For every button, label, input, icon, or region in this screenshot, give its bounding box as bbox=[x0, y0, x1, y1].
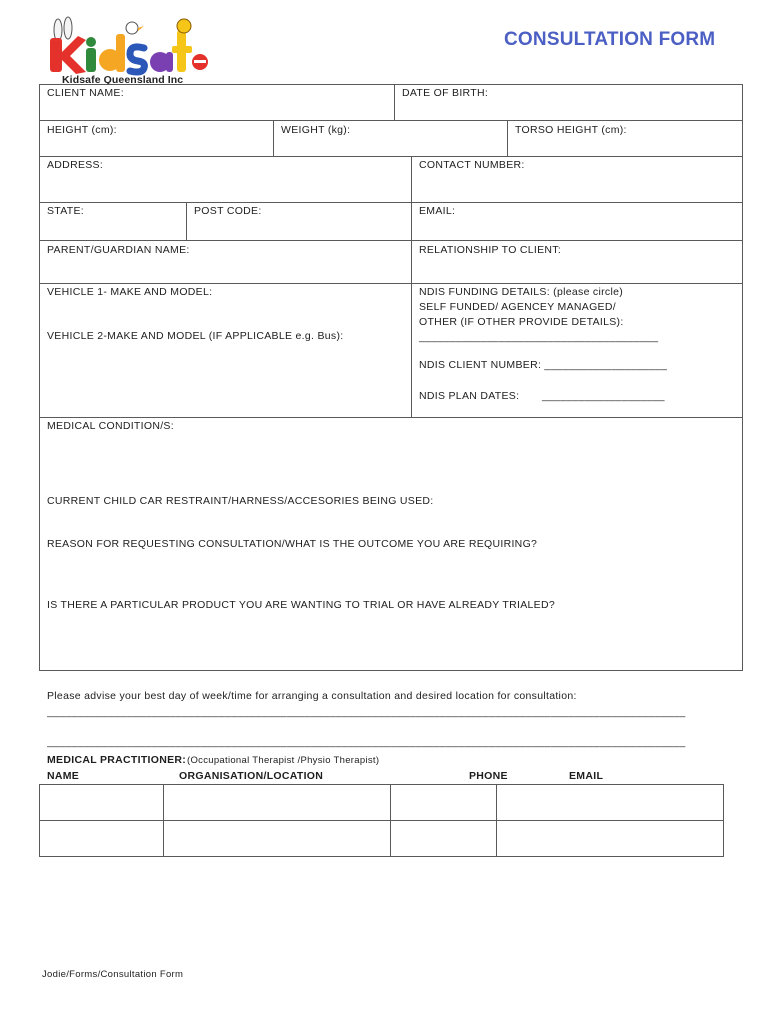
contact-number-field[interactable]: CONTACT NUMBER: bbox=[419, 159, 525, 171]
footer-path: Jodie/Forms/Consultation Form bbox=[42, 969, 184, 980]
page-title: CONSULTATION FORM bbox=[504, 29, 716, 50]
ndis-client-number-field[interactable]: NDIS CLIENT NUMBER: ____________________ bbox=[419, 359, 668, 371]
state-field[interactable]: STATE: bbox=[47, 205, 84, 217]
date-of-birth-field[interactable]: DATE OF BIRTH: bbox=[402, 87, 489, 99]
availability-line-2[interactable]: ________________________________________________________________________________________________________ bbox=[47, 736, 686, 748]
ndis-plan-dates-line[interactable]: ____________________ bbox=[542, 390, 665, 402]
availability-line-1[interactable]: ________________________________________________________________________________________________________ bbox=[47, 706, 686, 718]
current-restraint-field[interactable]: CURRENT CHILD CAR RESTRAINT/HARNESS/ACCESORIES BEING USED: bbox=[47, 495, 434, 507]
client-name-field[interactable]: CLIENT NAME: bbox=[47, 87, 124, 99]
weight-field[interactable]: WEIGHT (kg): bbox=[281, 124, 351, 136]
relationship-field[interactable]: RELATIONSHIP TO CLIENT: bbox=[419, 244, 562, 256]
ndis-plan-dates-label: NDIS PLAN DATES: bbox=[419, 390, 520, 402]
height-field[interactable]: HEIGHT (cm): bbox=[47, 124, 117, 136]
ndis-funding-details-line[interactable]: _______________________________________ bbox=[419, 331, 659, 343]
practitioner-row-2-name[interactable] bbox=[44, 826, 159, 852]
practitioner-note: (Occupational Therapist /Physio Therapist) bbox=[187, 755, 380, 766]
product-trial-field[interactable]: IS THERE A PARTICULAR PRODUCT YOU ARE WANTING TO TRIAL OR HAVE ALREADY TRIALED? bbox=[47, 599, 556, 611]
availability-prompt: Please advise your best day of week/time for arranging a consultation and desired location for consultation: bbox=[47, 690, 577, 702]
consultation-reason-field[interactable]: REASON FOR REQUESTING CONSULTATION/WHAT IS THE OUTCOME YOU ARE REQUIRING? bbox=[47, 538, 538, 550]
medical-conditions-field[interactable]: MEDICAL CONDITION/S: bbox=[47, 420, 174, 432]
practitioner-row-2-email[interactable] bbox=[501, 826, 719, 852]
ndis-funding-options[interactable]: SELF FUNDED/ AGENCEY MANAGED/ bbox=[419, 301, 616, 313]
email-field[interactable]: EMAIL: bbox=[419, 205, 456, 217]
kidsafe-logo bbox=[44, 16, 209, 86]
practitioner-row-1-email[interactable] bbox=[501, 790, 719, 816]
column-header-email: EMAIL bbox=[569, 770, 604, 782]
practitioner-row-2-phone[interactable] bbox=[395, 826, 492, 852]
org-name: Kidsafe Queensland Inc bbox=[62, 74, 184, 86]
kidsafe-logo-icon bbox=[44, 16, 209, 76]
column-header-name: NAME bbox=[47, 770, 80, 782]
column-header-phone: PHONE bbox=[469, 770, 508, 782]
vehicle-1-field[interactable]: VEHICLE 1- MAKE AND MODEL: bbox=[47, 286, 213, 298]
post-code-field[interactable]: POST CODE: bbox=[194, 205, 262, 217]
practitioner-row-1-name[interactable] bbox=[44, 790, 159, 816]
practitioner-row-1-phone[interactable] bbox=[395, 790, 492, 816]
client-details-grid bbox=[39, 84, 743, 671]
ndis-funding-label: NDIS FUNDING DETAILS: (please circle) bbox=[419, 286, 624, 298]
practitioner-label: MEDICAL PRACTITIONER: bbox=[47, 754, 187, 766]
parent-guardian-field[interactable]: PARENT/GUARDIAN NAME: bbox=[47, 244, 190, 256]
torso-height-field[interactable]: TORSO HEIGHT (cm): bbox=[515, 124, 627, 136]
vehicle-2-field[interactable]: VEHICLE 2-MAKE AND MODEL (IF APPLICABLE e.g. Bus): bbox=[47, 330, 344, 342]
practitioner-row-1-organisation[interactable] bbox=[168, 790, 386, 816]
practitioner-row-2-organisation[interactable] bbox=[168, 826, 386, 852]
ndis-funding-other: OTHER (IF OTHER PROVIDE DETAILS): bbox=[419, 316, 624, 328]
column-header-organisation: ORGANISATION/LOCATION bbox=[179, 770, 324, 782]
address-field[interactable]: ADDRESS: bbox=[47, 159, 104, 171]
